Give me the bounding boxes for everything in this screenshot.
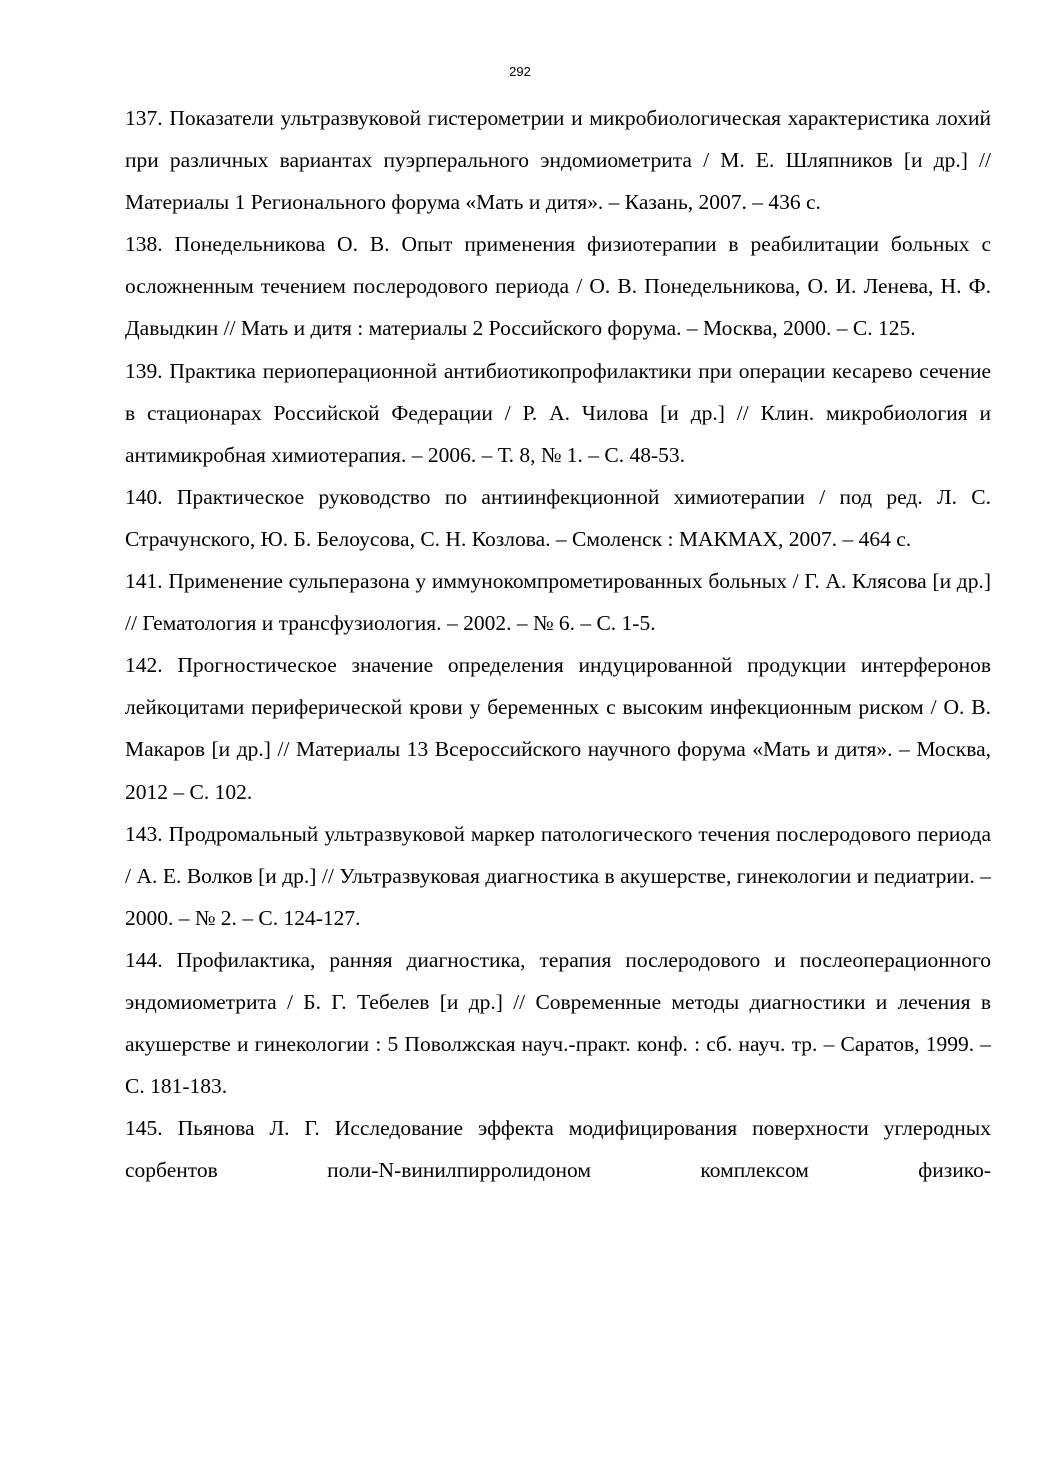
reference-139: 139. Практика периоперационной антибиотикопрофилактики при операции кесарево сечение в стационарах Российской Федерации / Р. А. Чилова [и др.] // Клин. микробиология и антимикробная химиотерапия. – 2006. – Т. 8, № 1. – С. 48-53. <box>125 358 991 467</box>
page-number: 292 <box>509 64 531 79</box>
reference-138: 138. Понедельникова О. В. Опыт применения физиотерапии в реабилитации больных с осложненным течением послеродового периода / О. В. Понедельникова, О. И. Ленева, Н. Ф. Давыдкин // Мать и дитя : материалы 2 Российского форума. – Москва, 2000. – С. 125. <box>125 232 991 341</box>
reference-145: 145. Пьянова Л. Г. Исследование эффекта модифицирования поверхности углеродных сорбентов поли-N-винилпирролидоном комплексом физико- <box>125 1116 991 1183</box>
reference-137: 137. Показатели ультразвуковой гистерометрии и микробиологическая характеристика лохий при различных вариантах пуэрперального эндомиометрита / М. Е. Шляпников [и др.] // Материалы 1 Регионального форума «Мать и дитя». – Казань, 2007. – 436 с. <box>125 106 991 215</box>
reference-list <box>125 97 991 1191</box>
reference-144: 144. Профилактика, ранняя диагностика, терапия послеродового и послеоперационного эндомиометрита / Б. Г. Тебелев [и др.] // Современные методы диагностики и лечения в акушерстве и гинекологии : 5 Поволжская науч.-практ. конф. : сб. науч. тр. – Саратов, 1999. – С. 181-183. <box>125 947 991 1099</box>
reference-143: 143. Продромальный ультразвуковой маркер патологического течения послеродового периода / А. Е. Волков [и др.] // Ультразвуковая диагностика в акушерстве, гинекологии и педиатрии. – 2000. – № 2. – С. 124-127. <box>125 821 991 930</box>
reference-141: 141. Применение сульперазона у иммунокомпрометированных больных / Г. А. Клясова [и др.] // Гематология и трансфузиология. – 2002. – № 6. – С. 1-5. <box>125 569 991 636</box>
reference-140: 140. Практическое руководство по антиинфекционной химиотерапии / под ред. Л. С. Страчунского, Ю. Б. Белоусова, С. Н. Козлова. – Смоленск : МАКМАХ, 2007. – 464 с. <box>125 484 991 551</box>
reference-142: 142. Прогностическое значение определения индуцированной продукции интерферонов лейкоцитами периферической крови у беременных с высоким инфекционным риском / О. В. Макаров [и др.] // Материалы 13 Всероссийского научного форума «Мать и дитя». – Москва, 2012 – С. 102. <box>125 653 991 804</box>
